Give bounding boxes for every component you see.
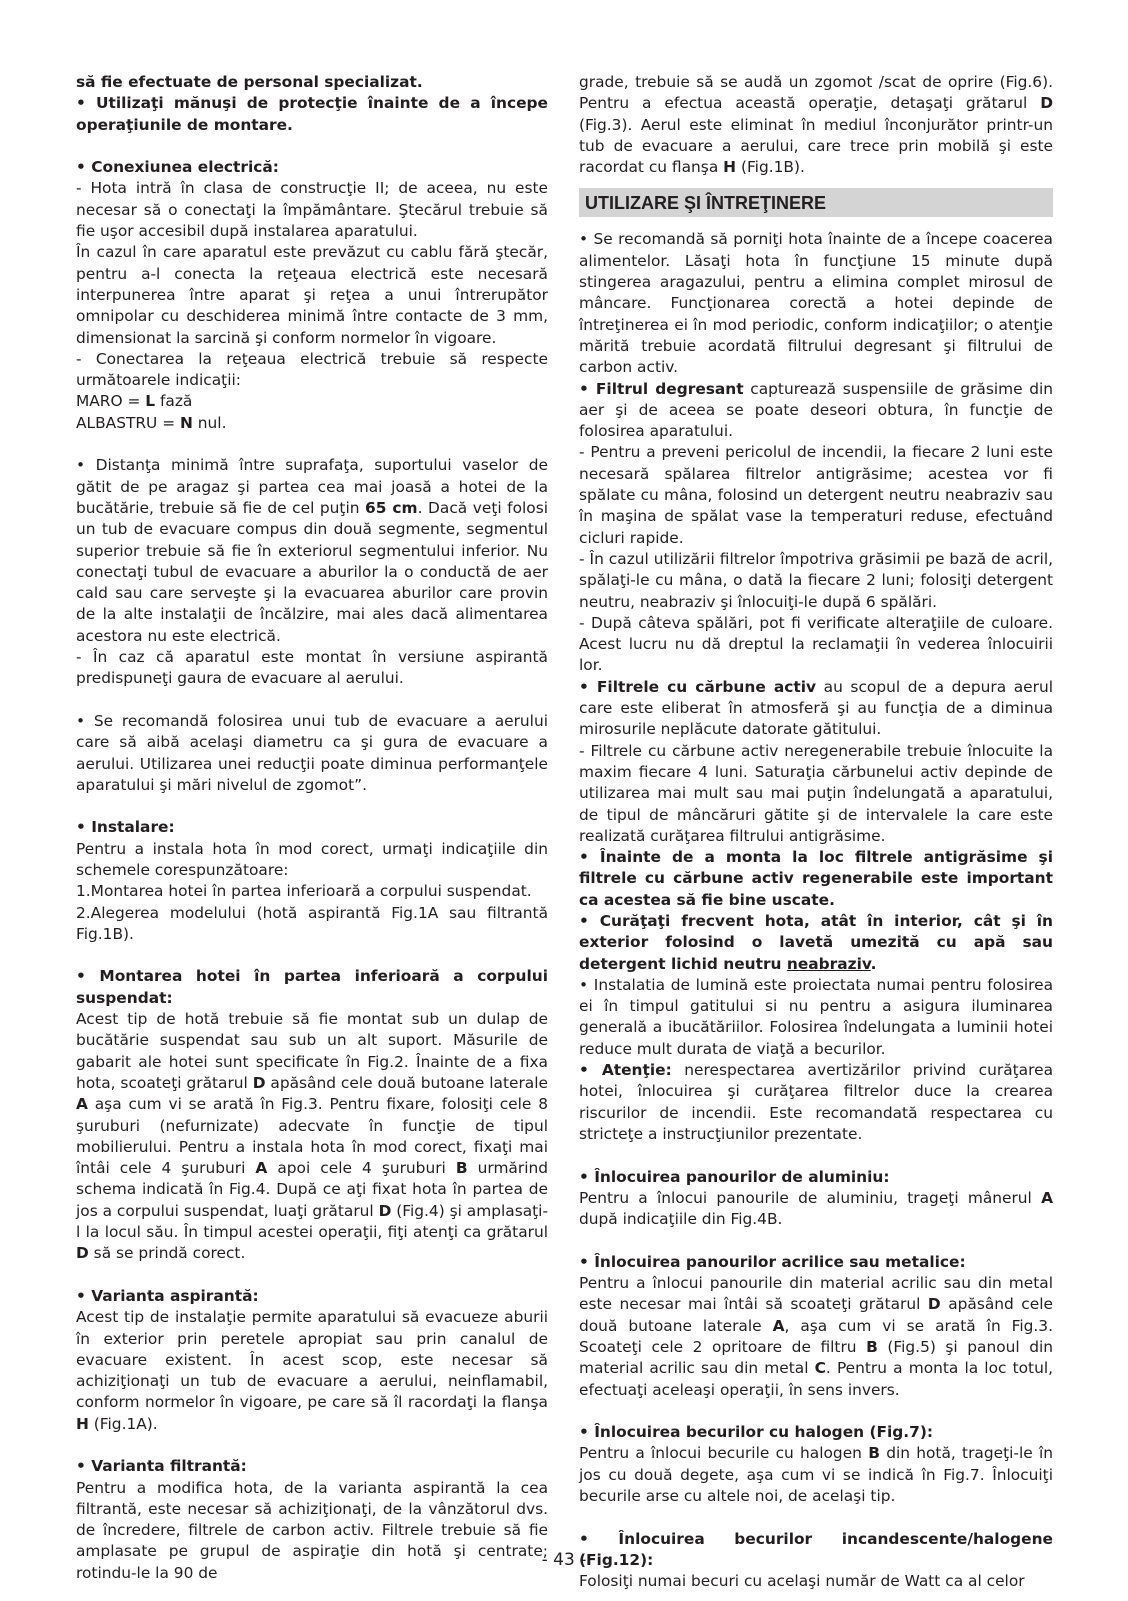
text: Acest tip de instalaţie permite aparatului să evacueze aburii în exterior prin peretele apropiat sau prin canalul de evacuare existent. În acest scop, este necesar să achiziţionaţi un tub de evacuare a aerului, neinflamabil, conform normelor în vigoare, pe care să îl racordaţi la flanşa [76, 1308, 548, 1412]
text: • Distanţa minimă între suprafaţa, suportului vaselor de gătit de pe aragaz şi partea cea mai joasă a hotei de la bucătărie, trebuie să fie de cel puţin [76, 456, 548, 517]
text: (Fig.4) şi amplasaţi-l la locul său. În timpul acestei operaţii, fiţi atenţi ca grătarul [76, 1201, 549, 1242]
paragraph: Folosiţi numai becuri cu acelaşi număr de Watt ca al celor [579, 1572, 1025, 1591]
text: Acest tip de hotă trebuie să fie montat sub un dulap de bucătărie suspendat sau sub un alt suport. Măsurile de gabarit ale hotei sunt specificate în Fig.2. Înainte de a fixa hota, scoateţi grătarul [76, 1010, 548, 1092]
paragraph-warning [579, 1060, 1053, 1145]
text: L [145, 392, 156, 411]
paragraph: - În cazul utilizării filtrelor împotriva grăsimii pe bază de acril, spălaţi-le cu mâna, o dată la fiecare 2 luni; folosiţi detergent neutru, neabraziv şi înlocuiţi-le după 6 spălări. [579, 549, 1053, 611]
text: A [1041, 1188, 1053, 1207]
paragraph: În cazul în care aparatul este prevăzut cu cablu fără ştecăr, pentru a-l conecta la reţeaua electrică este necesară interpunerea între aparat şi reţea a unui întrerupător omnipolar cu deschiderea minimă între contacte de 3 mm, dimensionat la sarcină şi conform normelor în vigoare. [76, 243, 548, 347]
section-heading-halogen: • Înlocuirea becurilor cu halogen (Fig.7): [579, 1423, 934, 1442]
text: B [455, 1159, 468, 1178]
text: Pentru a înlocui becurile cu halogen [579, 1444, 869, 1463]
wire-blue [76, 413, 548, 434]
paragraph-ducted [76, 1307, 548, 1435]
text: . Dacă veţi folosi un tub de evacuare compus din două segmente, segmentul superior trebuie să fie în exteriorul segmentului inferior. Nu conectaţi tubul de evacuare a aburilor la o conductă de aer cald sau care serveşte şi la evacuarea aburilor care provin de la alte instalaţii de încălzire, mai ales dacă alimentarea acestora nu este electrică. [76, 498, 548, 645]
text: ALBASTRU = [76, 413, 180, 432]
section-heading-aluminium: • Înlocuirea panourilor de aluminiu: [579, 1167, 890, 1186]
text: apoi cele 4 şuruburi [267, 1159, 456, 1178]
text: H [76, 1414, 89, 1433]
text: din hotă, trageţi-le în jos cu două degete, aşa cum vi se indică în Fig.7. Înlocuiţi becurile arse cu altele noi, de acelaşi tip. [579, 1444, 1053, 1505]
paragraph-duct: • Se recomandă folosirea unui tub de evacuare a aerului care să aibă acelaşi diametru ca şi gura de evacuare a aerului. Utilizarea unei reducţii poate diminua performanţele aparatului şi mări nivelul de zgomot”. [76, 711, 548, 794]
text: A [76, 1095, 88, 1114]
text: Pentru a înlocui panourile din material acrilic sau din metal este necesar mai întâi să scoateţi grătarul [579, 1274, 1053, 1314]
text: apăsând cele două butoane laterale [265, 1073, 548, 1092]
section-heading-electrical: • Conexiunea electrică: [76, 158, 279, 177]
section-heading-ducted: • Varianta aspirantă: [76, 1286, 259, 1305]
text: D [76, 1244, 89, 1263]
text: . Pentru a monta la loc totul, efectuaţi aceleaşi operaţii, în sens invers. [579, 1359, 1054, 1399]
text: (Fig.1B). [736, 158, 805, 177]
right-column [579, 72, 1053, 1592]
text: • Filtrul degresant [579, 379, 744, 398]
paragraph-mounting [76, 1009, 548, 1265]
text: C [814, 1359, 826, 1378]
text: grade, trebuie să se audă un zgomot /scat de oprire (Fig.6). Pentru a efectua această operaţie, detaşaţi grătarul [579, 73, 1053, 113]
text: neabraziv [786, 954, 871, 973]
text: MARO = [76, 392, 146, 411]
paragraph-grease-filter [579, 379, 1053, 443]
section-heading-filtering: • Varianta filtrantă: [76, 1457, 247, 1476]
wire-brown [76, 391, 548, 412]
section-heading-mounting: • Montarea hotei în partea inferioară a corpului suspendat: [76, 967, 548, 1007]
text: nerespectarea avertizărilor privind curăţarea hotei, înlocuirea şi curăţarea filtrelor duce la crearea riscurilor de incendii. Este recomandată respectarea cu stricteţe a instrucţiunilor prezentate. [579, 1061, 1053, 1143]
text: capturează suspensiile de grăsime din aer şi de aceea se poate deseori obtura, în funcţie de folosirea aparatului. [579, 379, 1053, 441]
list-item: 2.Alegerea modelului (hotă aspirantă Fig.1A sau filtrantă Fig.1B). [76, 903, 548, 943]
paragraph-acrylic [579, 1273, 1053, 1401]
paragraph-usage: • Se recomandă să porniţi hota înainte de a începe coacerea alimentelor. Lăsaţi hota în funcţiune 15 minute după stingerea aragazului, pentru a elimina complet mirosul de mâncare. Funcţionarea corectă a hotei depinde de întreţinerea ei în mod periodic, conform indicaţiilor; o atenţie mărită trebuie acordată filtrului degresant şi filtrului de carbon activ. [579, 230, 1053, 377]
gloves-warning: • Utilizaţi mănuşi de protecţie înainte de a începe operaţiunile de montare. [76, 94, 548, 134]
text: au scopul de a depura aerul care este eliberat în atmosferă şi au funcţia de a diminua mirosurile neplăcute datorate gătitului. [579, 677, 1054, 739]
text: D [378, 1201, 392, 1220]
text: apăsând cele două butoane laterale [579, 1295, 1053, 1335]
text: urmărind schema indicată în Fig.4. După ce aţi fixat hota în partea de jos a corpului suspendat, luaţi grătarul [76, 1159, 548, 1220]
text: • Curăţaţi frecvent hota, atât în interior, cât şi în exterior folosind o lavetă umezită cu apă sau detergent lichid neutru [579, 911, 1053, 973]
paragraph: Pentru a modifica hota, de la varianta aspirantă la cea filtrantă, este necesar să achiziţionaţi, de la vânzătorul dvs. de încredere, filtrele de carbon activ. Filtrele trebuie să fie amplasate pe grupul de aspiraţie din hotă şi centrate; rotindu-le la 90 de [76, 1478, 548, 1582]
text: aşa cum vi se arată în Fig.3. Pentru fixare, folosiţi cele 8 şuruburi (nefurnizate) adecvate în funcţie de tipul mobilierului. Pentru a instala hota în mod corect, fixaţi mai întâi cele 4 şuruburi [76, 1095, 548, 1178]
text: să se prindă corect. [88, 1244, 246, 1263]
paragraph: - În caz că aparatul este montat în versiune aspirantă predispuneţi gaura de evacuare al aerului. [76, 648, 548, 688]
text: A [255, 1159, 268, 1178]
text: . [870, 954, 877, 973]
text: D [252, 1073, 266, 1092]
section-heading-acrylic: • Înlocuirea panourilor acrilice sau metalice: [579, 1252, 966, 1271]
paragraph-halogen [579, 1443, 1053, 1507]
section-heading-install: • Instalare: [76, 818, 175, 837]
text: B [868, 1444, 880, 1463]
text: după indicaţiile din Fig.4B. [579, 1210, 783, 1229]
text: N [180, 413, 193, 432]
text: • Filtrele cu cărbune activ [579, 677, 817, 696]
paragraph: - Conectarea la reţeaua electrică trebuie să respecte următoarele indicaţii: [76, 349, 548, 390]
text: H [723, 158, 737, 177]
paragraph-carbon-filter [579, 677, 1053, 741]
text: fază [155, 392, 193, 411]
section-title-usage-maintenance: UTILIZARE ŞI ÎNTREŢINERE [579, 188, 1053, 217]
paragraph: - Pentru a preveni pericolul de incendii, la fiecare 2 luni este necesară spălarea filtrelor antigrăsime; acestea vor fi spălate cu mâna, folosind un detergent neutru neabraziv sau în maşina de spălat vase la temperaturi reduse, efectuând cicluri rapide. [579, 443, 1053, 547]
paragraph: - Hota intră în clasa de construcţie II; de aceea, nu este necesar să o conectaţi la împământare. Ştecărul trebuie să fie uşor accesibil după instalarea aparatului. [76, 179, 548, 241]
section-heading-incandescent: • Înlocuirea becurilor incandescente/halogene (Fig.12): [579, 1529, 1053, 1569]
left-column [76, 72, 548, 1584]
paragraph-aluminium [579, 1188, 1053, 1231]
paragraph-continued [579, 72, 1053, 178]
paragraph: să fie efectuate de personal specializat. [76, 73, 423, 91]
text: (Fig.1A). [88, 1414, 158, 1433]
text: D [1040, 94, 1053, 113]
text: 65 cm [365, 498, 418, 517]
paragraph: Pentru a instala hota în mod corect, urmaţi indicaţiile din schemele corespunzătoare: [76, 839, 548, 879]
text: B [866, 1337, 878, 1356]
text: A [772, 1316, 785, 1335]
paragraph-cleaning [579, 911, 1053, 975]
text: Pentru a înlocui panourile de aluminiu, trageţi mânerul [579, 1188, 1042, 1207]
paragraph: - Filtrele cu cărbune activ neregenerabile trebuie înlocuite la maxim fiecare 4 luni. Saturaţia cărbunelui activ depinde de utilizarea mai mult sau mai puţin îndelungată a aparatului, de tipul de mâncăruri gătite şi de intervalele la care este realizată curăţarea filtrului antigrăsime. [579, 741, 1053, 845]
text: , aşa cum vi se arată în Fig.3. Scoateţi cele 2 opritoare de filtru [579, 1316, 1053, 1356]
text: • Atenţie: [579, 1061, 672, 1080]
text: D [927, 1295, 941, 1314]
paragraph-dry-filters: • Înainte de a monta la loc filtrele antigrăsime şi filtrele cu cărbune activ regenerabile este important ca acestea să fie bine uscate. [579, 848, 1053, 909]
page-number: - 43 - [541, 1550, 587, 1570]
paragraph-lighting: • Instalatia de lumină este proiectata numai pentru folosirea ei în timpul gatitului si nu pentru a asigura iluminarea generală a ibucătăriilor. Folosirea îndelungata a luminii hotei reduce mult durata de viaţă a becurilor. [579, 975, 1053, 1058]
text: (Fig.5) şi panoul din material acrilic sau din metal [579, 1337, 1053, 1378]
paragraph-distance [76, 455, 548, 647]
text: (Fig.3). Aerul este eliminat în mediul înconjurător printr-un tub de evacuare a aerului, care trece prin mobilă şi este racordat cu flanşa [579, 115, 1053, 177]
paragraph: - După câteva spălări, pot fi verificate alteraţiile de culoare. Acest lucru nu dă dreptul la reclamaţii în vederea înlocuirii lor. [579, 613, 1053, 675]
list-item: 1.Montarea hotei în partea inferioară a corpului suspendat. [76, 882, 532, 901]
text: nul. [192, 413, 227, 432]
